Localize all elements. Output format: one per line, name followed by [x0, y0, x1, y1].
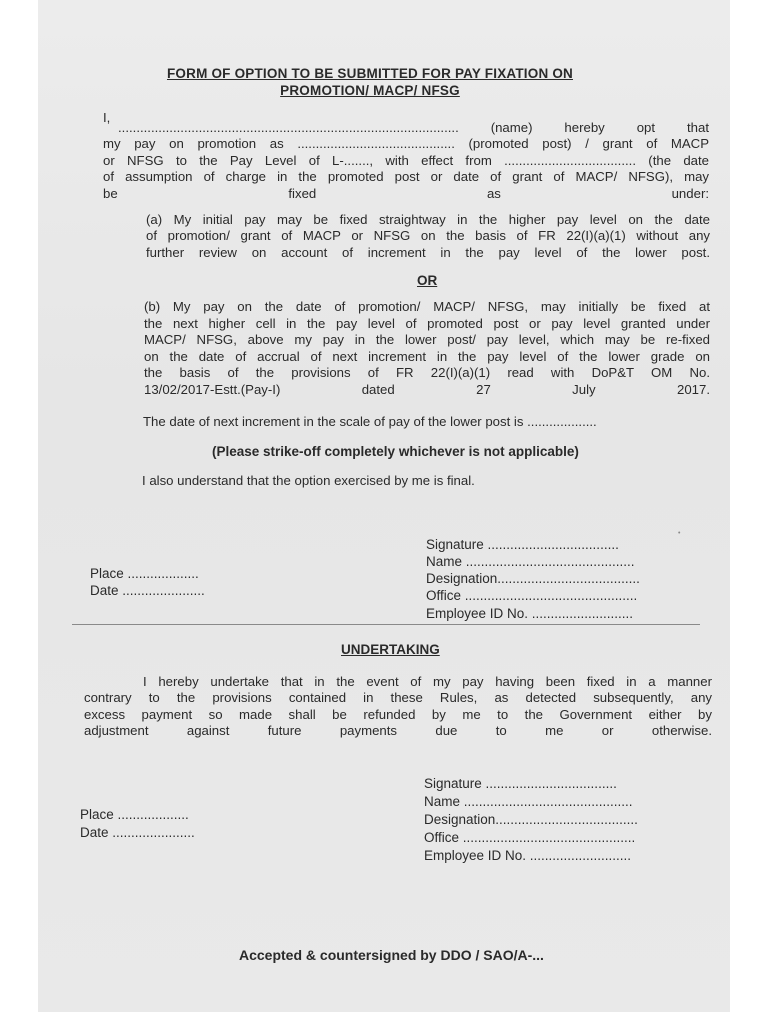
option-b-line-4: on the date of accrual of next increment in the pay level of the lower grade on [144, 348, 710, 364]
intro-line-1b: ............................................................................................. (name) hereby opt that [118, 120, 709, 135]
undertaking-line-2: contrary to the provisions contained in these Rules, as detected subsequently, any [84, 690, 712, 705]
option-a-line-1: (a) My initial pay may be fixed straightway in the higher pay level on the date [146, 212, 710, 227]
office-field: Office .............................................. [426, 588, 638, 603]
option-a-line-3: further review on account of increment in the pay level of the lower post. [146, 244, 710, 260]
undertaking-line-4: adjustment against future payments due to me or otherwise. [84, 723, 712, 738]
option-a-line-2: of promotion/ grant of MACP or NFSG on the basis of FR 22(I)(a)(1) without any [146, 228, 710, 243]
or-label: OR [417, 273, 438, 288]
employee-id-field: Employee ID No. ........................... [426, 606, 634, 621]
intro-line-1a: I, [103, 110, 111, 125]
undertaking-signature-field: Signature ................................... [424, 776, 617, 791]
section-divider [72, 624, 700, 625]
place-field: Place ................... [90, 566, 199, 581]
option-b-paragraph [144, 299, 710, 398]
undertaking-paragraph [84, 690, 712, 740]
next-increment-line: The date of next increment in the scale of pay of the lower post is ................... [143, 414, 597, 429]
undertaking-line-1: I hereby undertake that in the event of my pay having been fixed in a manner [143, 674, 712, 689]
intro-line-4: of assumption of charge in the promoted post or date of grant of MACP/ NFSG), may [103, 169, 709, 184]
undertaking-office-field: Office .............................................. [424, 830, 636, 845]
option-b-line-1: (b) My pay on the date of promotion/ MACP/ NFSG, may initially be fixed at [144, 299, 710, 314]
undertaking-line-3: excess payment so made shall be refunded by me to the Government either by [84, 706, 712, 722]
undertaking-designation-field: Designation...................................... [424, 812, 638, 827]
option-b-line-6: 13/02/2017-Estt.(Pay-I) dated 27 July 2017. [144, 381, 710, 397]
undertaking-title: UNDERTAKING [341, 642, 440, 657]
option-a-first-line [146, 212, 710, 229]
option-b-line-2: the next higher cell in the pay level of promoted post or pay level granted under [144, 315, 710, 331]
undertaking-first-line [143, 674, 712, 691]
designation-field: Designation...................................... [426, 571, 640, 586]
option-a-paragraph [146, 228, 710, 261]
intro-line-3: or NFSG to the Pay Level of L-......., with effect from .................................... (the date [103, 152, 709, 168]
option-b-line-3: MACP/ NFSG, above my pay in the lower post/ pay level, which may be re-fixed [144, 332, 710, 347]
signature-field: Signature ................................... [426, 537, 619, 552]
intro-line-2: my pay on promotion as ........................................... (promoted post) / grant of MACP [103, 136, 709, 151]
intro-line-5: be fixed as under: [103, 185, 709, 201]
date-field: Date ...................... [90, 583, 205, 598]
scan-mark: • [678, 530, 681, 537]
form-title-line-2: PROMOTION/ MACP/ NFSG [280, 83, 460, 98]
undertaking-place-field: Place ................... [80, 807, 189, 822]
form-title-line-1: FORM OF OPTION TO BE SUBMITTED FOR PAY FIXATION ON [166, 66, 573, 81]
undertaking-employee-id-field: Employee ID No. ........................... [424, 848, 632, 863]
option-b-line-5: the basis of the provisions of FR 22(I)(a)(1) read with DoP&T OM No. [144, 365, 710, 380]
accepted-countersigned-line: Accepted & countersigned by DDO / SAO/A-... [239, 947, 544, 963]
undertaking-name-field: Name ............................................. [424, 794, 633, 809]
undertaking-date-field: Date ...................... [80, 825, 195, 840]
intro-paragraph-body [103, 136, 709, 202]
final-option-note: I also understand that the option exercised by me is final. [142, 473, 475, 488]
name-field: Name ............................................. [426, 554, 635, 569]
intro-paragraph-cont [118, 120, 709, 137]
strike-off-note: (Please strike-off completely whichever is not applicable) [212, 444, 579, 459]
